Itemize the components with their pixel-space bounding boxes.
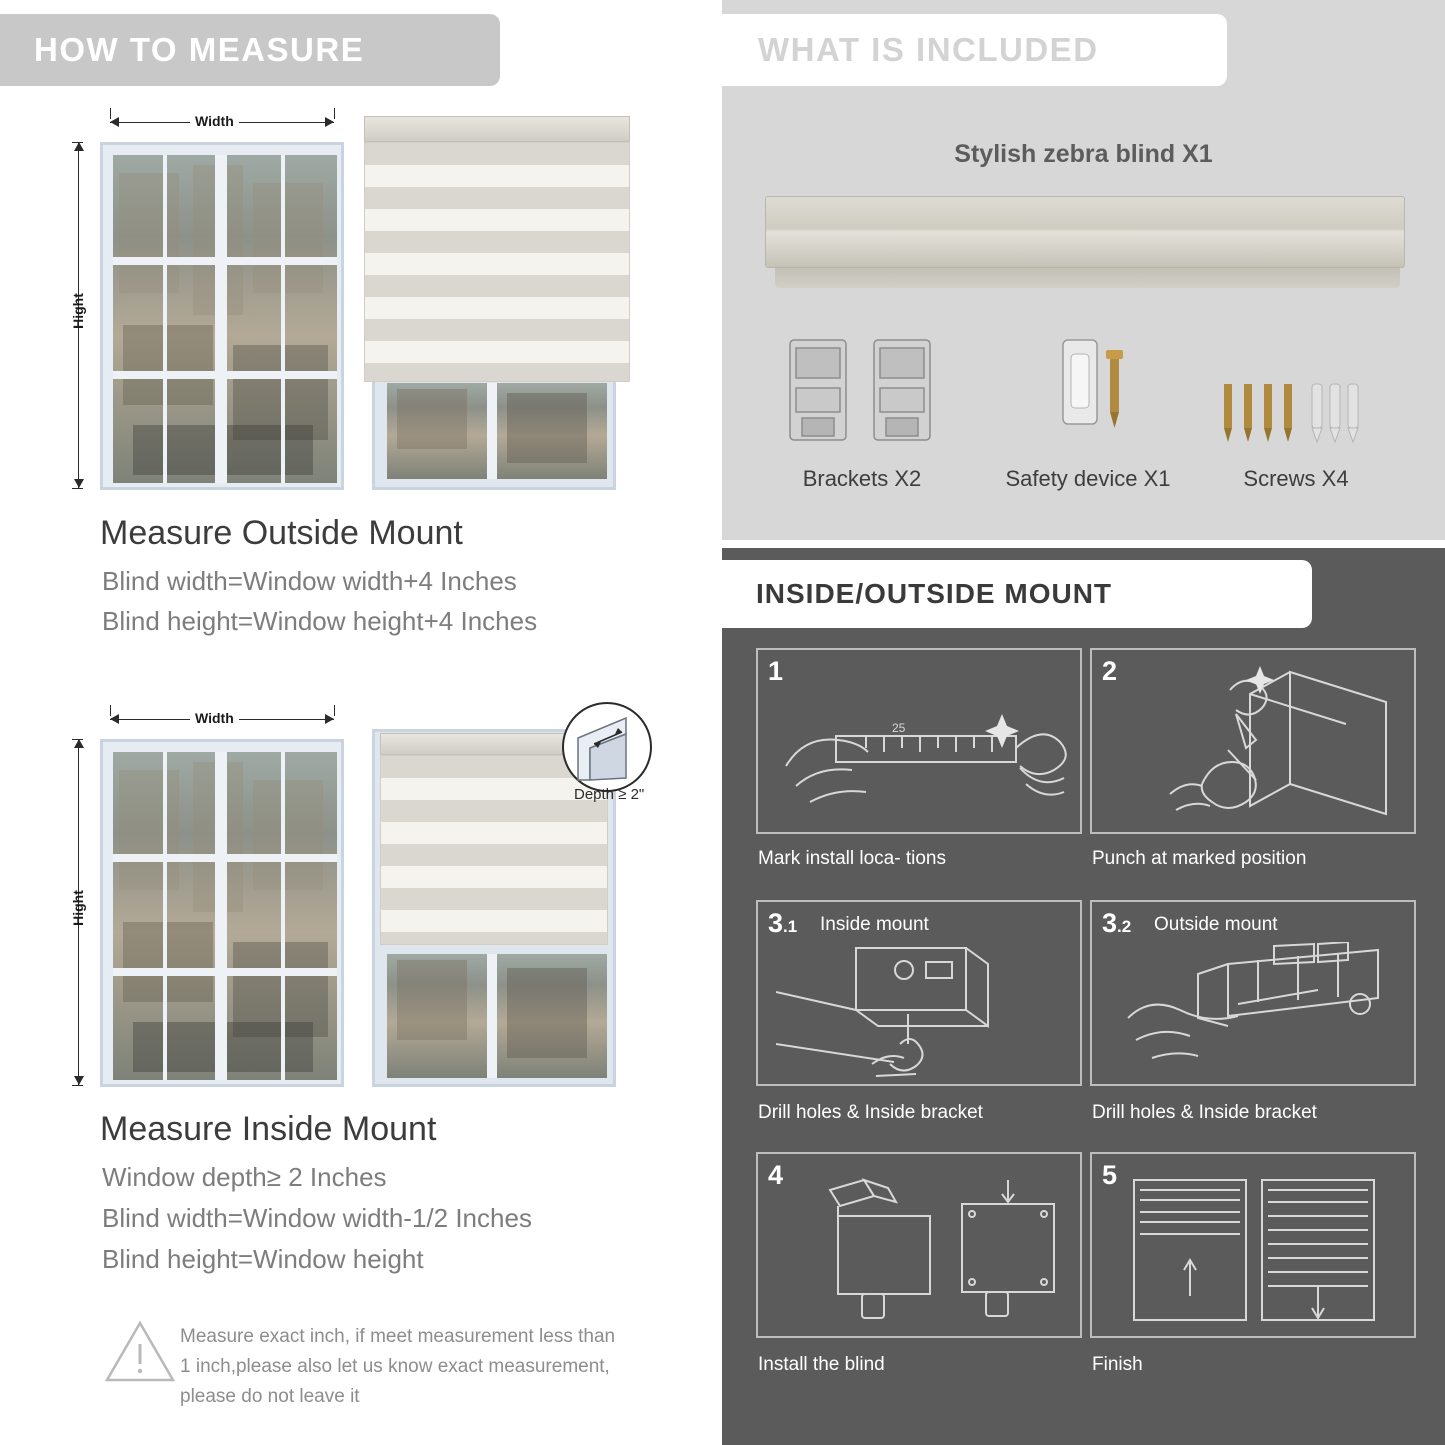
window-glass bbox=[387, 383, 607, 479]
blind-headrail bbox=[364, 116, 630, 142]
arrow-down-icon bbox=[74, 479, 84, 488]
what-is-included-banner bbox=[722, 14, 1227, 86]
step-number-main: 3 bbox=[1102, 908, 1118, 938]
step-card-2 bbox=[1090, 648, 1416, 834]
inside-width-label: Width bbox=[190, 710, 239, 726]
dim-tick bbox=[334, 108, 335, 119]
step-card-4 bbox=[756, 1152, 1082, 1338]
outside-line-2: Blind height=Window height+4 Inches bbox=[102, 606, 538, 636]
warning-triangle-icon bbox=[104, 1318, 176, 1384]
inside-line-1: Window depth≥ 2 Inches bbox=[102, 1162, 387, 1192]
panel-divider-vertical bbox=[712, 0, 722, 1445]
install-blind-icon bbox=[776, 1176, 1068, 1328]
arrow-right-icon bbox=[325, 714, 334, 724]
step-subtitle-inside-mount: Inside mount bbox=[820, 914, 929, 935]
step-number-suffix: .2 bbox=[1117, 917, 1132, 936]
step-caption-5: Finish bbox=[1092, 1354, 1143, 1375]
step-caption-1: Mark install loca- tions bbox=[758, 848, 946, 869]
outside-height-label: Hight bbox=[70, 293, 86, 329]
window-glass bbox=[387, 954, 607, 1078]
step-number: 1 bbox=[768, 656, 784, 686]
step-number: 4 bbox=[768, 1160, 784, 1190]
svg-text:25: 25 bbox=[892, 721, 906, 735]
step-card-3-1 bbox=[756, 900, 1082, 1086]
step-card-1 bbox=[756, 648, 1082, 834]
outside-width-label: Width bbox=[190, 113, 239, 129]
step-number-main: 3 bbox=[768, 908, 784, 938]
step-card-5 bbox=[1090, 1152, 1416, 1338]
step-number: 2 bbox=[1102, 656, 1118, 686]
arrow-left-icon bbox=[110, 714, 119, 724]
step-caption-3-1: Drill holes & Inside bracket bbox=[758, 1102, 983, 1123]
depth-label: Depth ≥ 2" bbox=[574, 786, 645, 803]
arrow-up-icon bbox=[74, 142, 84, 151]
window-mullion bbox=[281, 752, 285, 1080]
what-is-included-banner-label: WHAT IS INCLUDED bbox=[758, 31, 1099, 68]
window-mullion bbox=[215, 155, 227, 483]
window-mullion bbox=[113, 854, 337, 862]
finished-blind-icon bbox=[1106, 1174, 1402, 1330]
inside-bracket-icon bbox=[776, 944, 1068, 1080]
window-frame bbox=[100, 142, 344, 490]
window-mullion bbox=[113, 968, 337, 976]
outside-line-1: Blind width=Window width+4 Inches bbox=[102, 566, 517, 596]
window-frame bbox=[100, 739, 344, 1087]
blind-shade bbox=[364, 142, 630, 382]
inside-line-2: Blind width=Window width-1/2 Inches bbox=[102, 1203, 532, 1233]
dim-tick bbox=[72, 488, 83, 489]
dim-tick bbox=[72, 1085, 83, 1086]
window-mullion bbox=[487, 383, 497, 479]
inside-height-label: Hight bbox=[70, 890, 86, 926]
inside-line-3: Blind height=Window height bbox=[102, 1244, 424, 1274]
dim-tick bbox=[334, 705, 335, 716]
step-card-3-2 bbox=[1090, 900, 1416, 1086]
arrow-right-icon bbox=[325, 117, 334, 127]
arrow-left-icon bbox=[110, 117, 119, 127]
window-mullion bbox=[215, 752, 227, 1080]
window-mullion bbox=[113, 257, 337, 265]
measure-inside-title: Measure Inside Mount bbox=[100, 1110, 437, 1148]
part-label-safety-device: Safety device X1 bbox=[1005, 466, 1171, 491]
step-subtitle-outside-mount: Outside mount bbox=[1154, 914, 1278, 935]
screw-icon bbox=[1106, 350, 1123, 428]
step-caption-2: Punch at marked position bbox=[1092, 848, 1307, 869]
how-to-measure-panel bbox=[0, 0, 712, 1445]
bracket-icon bbox=[782, 336, 942, 448]
part-label-screws: Screws X4 bbox=[1243, 466, 1349, 491]
included-main-item-label: Stylish zebra blind X1 bbox=[954, 140, 1213, 168]
window-mullion bbox=[113, 371, 337, 379]
how-to-measure-banner bbox=[0, 14, 500, 86]
window-mullion bbox=[163, 155, 167, 483]
measure-tape-icon bbox=[776, 674, 1068, 824]
warning-text: Measure exact inch, if meet measurement less than 1 inch,please also let us know exact measurement, please do not leave it bbox=[180, 1326, 616, 1407]
screw-icon bbox=[1218, 380, 1368, 450]
drill-icon bbox=[1110, 664, 1402, 828]
step-number bbox=[1102, 908, 1131, 939]
measure-outside-title: Measure Outside Mount bbox=[100, 514, 463, 552]
zebra-blind-headrail-shadow bbox=[775, 268, 1400, 288]
part-label-brackets: Brackets X2 bbox=[802, 466, 922, 491]
step-number: 5 bbox=[1102, 1160, 1118, 1190]
how-to-measure-banner-label: HOW TO MEASURE bbox=[34, 31, 365, 68]
window-mullion bbox=[487, 954, 497, 1078]
step-number bbox=[768, 908, 797, 939]
panel-divider-horizontal bbox=[722, 540, 1445, 548]
step-caption-4: Install the blind bbox=[758, 1354, 885, 1375]
inside-outside-mount-banner-label: INSIDE/OUTSIDE MOUNT bbox=[756, 578, 1113, 609]
outside-bracket-icon bbox=[1108, 942, 1404, 1080]
window-mullion bbox=[163, 752, 167, 1080]
arrow-up-icon bbox=[74, 739, 84, 748]
arrow-down-icon bbox=[74, 1076, 84, 1085]
safety-device-icon bbox=[1055, 336, 1135, 448]
window-mullion bbox=[281, 155, 285, 483]
step-caption-3-2: Drill holes & Inside bracket bbox=[1092, 1102, 1317, 1123]
zebra-blind-headrail bbox=[765, 196, 1405, 268]
inside-outside-mount-banner bbox=[722, 560, 1312, 628]
step-number-suffix: .1 bbox=[783, 917, 798, 936]
